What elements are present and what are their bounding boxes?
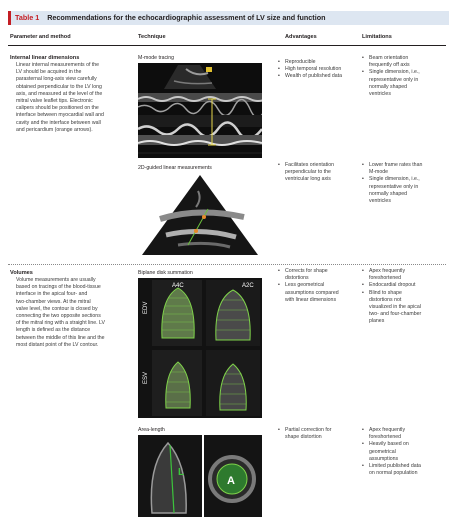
list-item-line: • Single dimension, i.e., [369, 176, 420, 183]
description-line: length is defined as the distance [16, 327, 91, 334]
list-item [362, 162, 422, 176]
biplane-label: Biplane disk summation [138, 270, 193, 276]
twod-image [138, 173, 262, 257]
list-item-line: on normal population [369, 470, 418, 477]
description-line: connecting the two opposite sections [16, 313, 101, 320]
list-item-line: ventricles [369, 91, 391, 98]
list-item-line: • Limited published data [369, 463, 421, 470]
list-item-line: normally shaped [369, 190, 408, 197]
list-item-line: • Lower frame rates than [369, 162, 423, 168]
view-label-edv: EDV [143, 301, 149, 314]
list-item-line: assumptions [369, 455, 399, 462]
list-item-line: geometrical [369, 448, 396, 455]
list-item [362, 268, 421, 282]
list-item-line: planes [369, 318, 385, 325]
area-mark: A [227, 475, 235, 487]
list-item-line: • Corrects for shape [285, 268, 328, 274]
description-line: interface between myocardial wall and [16, 112, 104, 119]
list-item [362, 55, 420, 69]
list-item-line: frequently off axis [369, 62, 410, 69]
description-line: LV should be acquired in the [16, 69, 82, 76]
description-line: and pericardium (orange arrows). [16, 126, 93, 133]
list-item [278, 282, 339, 304]
list-item-line: • Wealth of published data [285, 73, 343, 80]
list-item-line: foreshortened [369, 434, 402, 441]
list-item-line: distortions not [369, 296, 402, 303]
col-header-technique: Technique [138, 34, 166, 40]
list-item [362, 441, 421, 463]
description-line: parasternal long-axis view carefully [16, 76, 97, 83]
mmode-advantages-list [278, 59, 342, 81]
list-item-line: • Less geometrical [285, 282, 325, 289]
list-item-line: visualized in the apical [369, 304, 421, 311]
description-line: most distant point of the LV contour. [16, 341, 99, 348]
list-item-line: shape distortion [285, 434, 322, 441]
description-line: calipers should be positioned on the [16, 105, 99, 112]
list-item-line: • Blind to shape [369, 289, 402, 296]
list-item-line: • Apex frequently [369, 427, 406, 433]
biplane-limitations-list [362, 268, 421, 326]
table-number: Table 1 [15, 13, 40, 22]
mmode-image [138, 63, 262, 158]
row-linear-name: Internal linear dimensions [10, 55, 80, 61]
twod-label: 2D-guided linear measurements [138, 165, 212, 171]
view-label-a4c: A4C [172, 283, 184, 289]
list-item [362, 463, 421, 477]
description-line: cavity and the interface between wall [16, 119, 101, 126]
list-item-line: assumptions compared [285, 289, 339, 296]
mmode-limitations-list [362, 55, 420, 98]
list-item [362, 176, 422, 205]
list-item [278, 427, 331, 441]
description-line: Volume measurements are usually [16, 277, 96, 283]
list-item-line: • Heavily based on [369, 441, 409, 448]
list-item-line: • Endocardial dropout [369, 282, 416, 289]
list-item-line: • Partial correction for [285, 427, 332, 433]
biplane-image [138, 278, 262, 418]
description-line: interface in the apical four- and [16, 291, 88, 298]
row-volumes-description [16, 277, 105, 349]
description-line: based on tracings of the blood-tissue [16, 284, 101, 291]
view-label-esv: ESV [143, 371, 149, 384]
list-item-line: two- and four-chamber [369, 311, 422, 318]
col-header-advantages: Advantages [285, 34, 317, 40]
list-item-line: perpendicular to the [285, 169, 331, 176]
description-line: Linear internal measurements of the [16, 62, 100, 68]
description-line: axis, and measured at the level of the [16, 90, 103, 97]
list-item [278, 73, 342, 80]
list-item-line: • Reproducible [285, 59, 316, 65]
view-label-a2c: A2C [242, 283, 254, 289]
mmode-label: M-mode tracing [138, 55, 175, 61]
list-item-line: M-mode [369, 169, 389, 176]
list-item-line: • Facilitates orientation [285, 162, 335, 168]
description-line: mitral valve leaflet tips. Electronic [16, 98, 93, 105]
list-item [362, 282, 421, 289]
list-item [278, 268, 339, 282]
list-item-line: ventricular long axis [285, 176, 331, 183]
list-item-line: ventricles [369, 198, 391, 205]
description-line: valve level, the contour is closed by [16, 305, 98, 312]
col-header-parameter: Parameter and method [10, 34, 71, 40]
arealength-limitations-list [362, 427, 421, 477]
twod-advantages-list [278, 162, 334, 184]
list-item-line: foreshortened [369, 275, 402, 282]
description-line: obtained perpendicular to the LV long [16, 83, 102, 90]
biplane-advantages-list [278, 268, 339, 304]
table-caption [8, 11, 449, 25]
description-line: of the mitral ring with a straight line. LV [16, 320, 105, 327]
list-item-line: • Apex frequently [369, 268, 406, 274]
list-item-line: • High temporal resolution [285, 66, 342, 73]
col-header-limitations: Limitations [362, 34, 392, 40]
list-item [362, 427, 421, 441]
arealength-advantages-list [278, 427, 331, 441]
list-item-line: representative only in [369, 183, 419, 190]
list-item-line: • Single dimension, i.e., [369, 69, 420, 76]
list-item [278, 59, 342, 66]
table-title: Recommendations for the echocardiographic assessment of LV size and function [47, 13, 326, 22]
list-item-line: • Beam orientation [369, 55, 409, 61]
length-mark: L [178, 467, 185, 478]
list-item [362, 290, 421, 326]
row-linear-description [16, 62, 104, 134]
header-rule [8, 45, 446, 46]
list-item-line: normally shaped [369, 83, 408, 90]
row-divider [8, 264, 446, 265]
arealength-image [138, 435, 262, 517]
list-item [362, 69, 420, 98]
row-volumes-name: Volumes [10, 270, 33, 276]
description-line: between the middle of this line and the [16, 334, 105, 341]
description-line: two-chamber views. At the mitral [16, 298, 91, 305]
list-item-line: with linear dimensions [285, 296, 337, 303]
list-item-line: representative only in [369, 76, 419, 83]
twod-limitations-list [362, 162, 422, 205]
list-item [278, 162, 334, 184]
list-item-line: distortions [285, 275, 309, 282]
arealength-label: Area-length [138, 427, 165, 433]
list-item [278, 66, 342, 73]
